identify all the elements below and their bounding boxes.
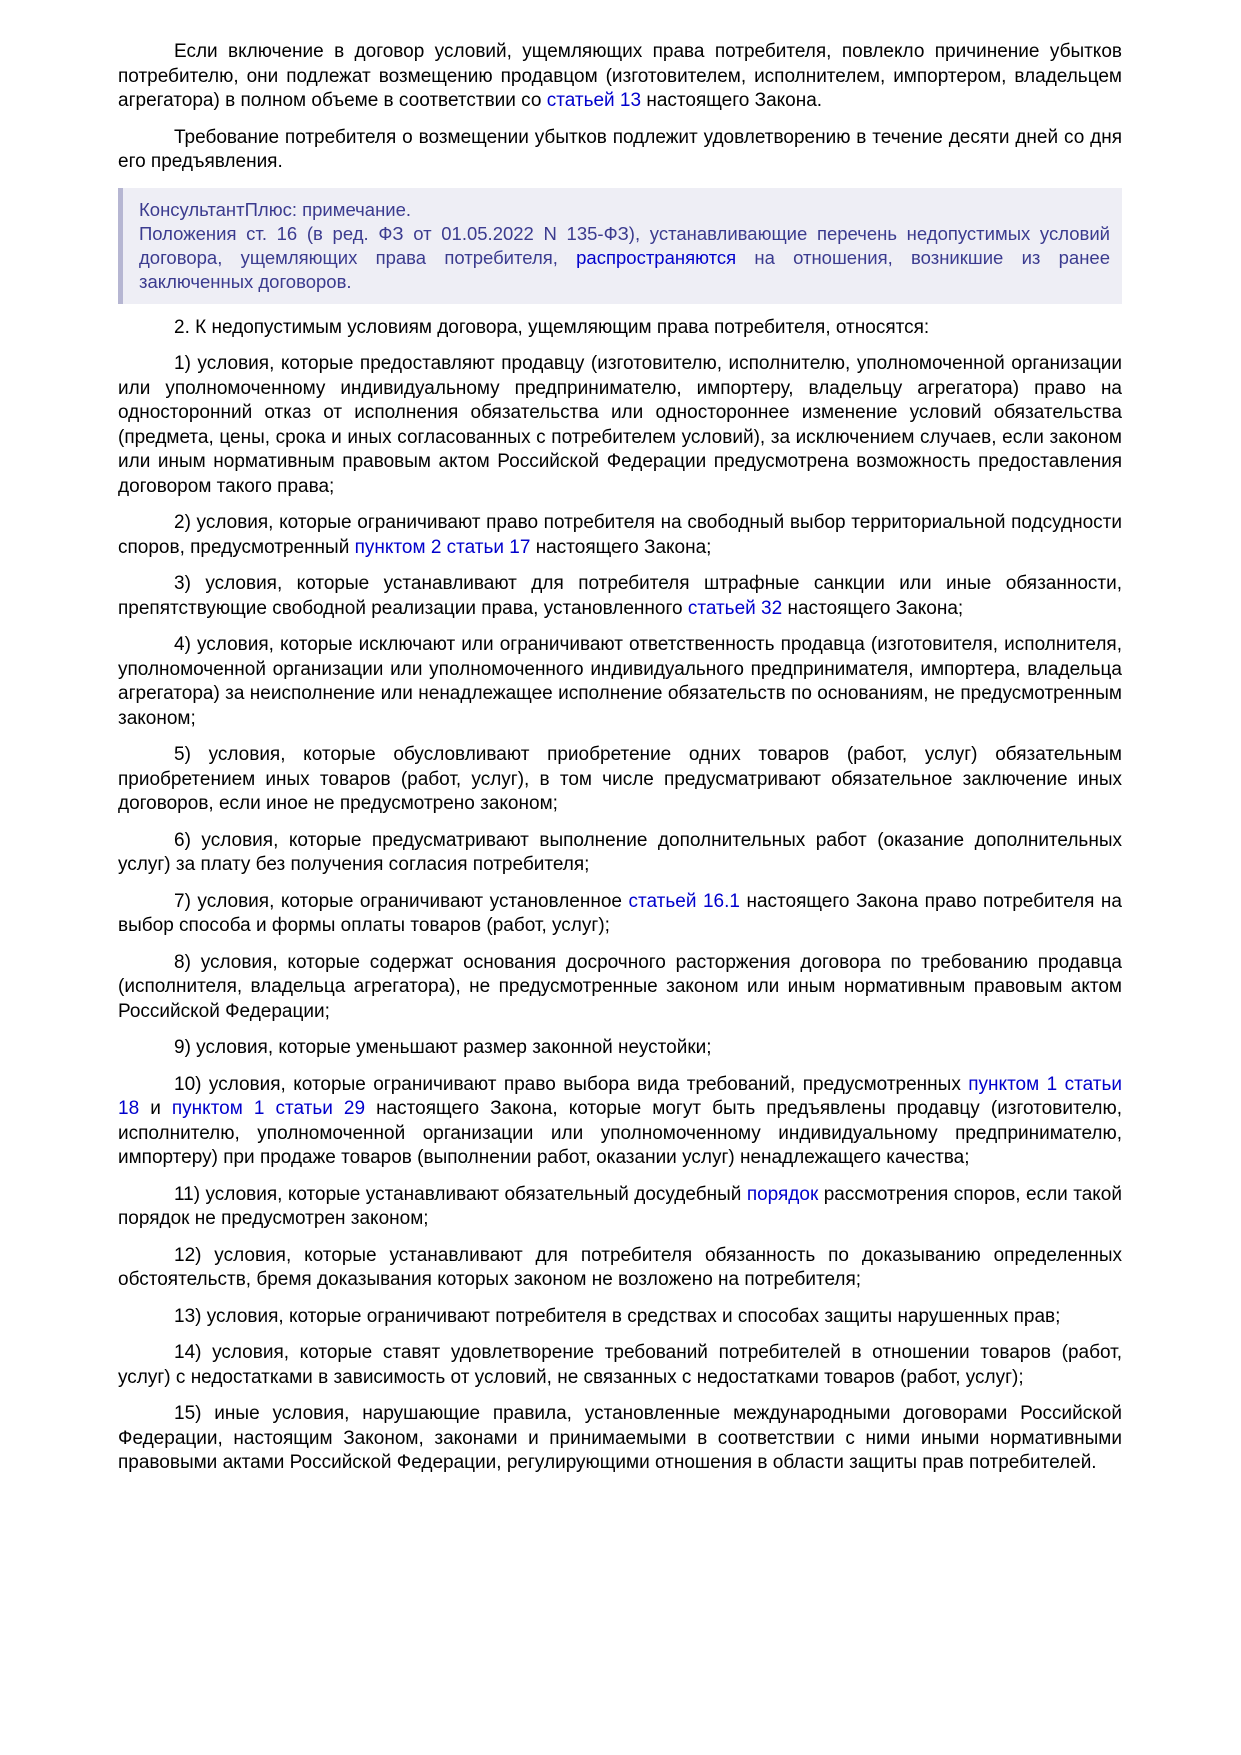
paragraph — [118, 1305, 1122, 1330]
text-run: настоящего Закона; — [530, 536, 712, 558]
text-run: настоящего Закона, которые могут быть предъявлены продавцу (изготовителю, исполнителю, уполномоченной организации или уполномоченному индивидуальному предпринимателю, импортеру) при продаже товаров (выполнении работ, оказании услуг) ненадлежащего качества; — [118, 1098, 1122, 1168]
paragraph — [118, 316, 1122, 341]
paragraph — [118, 951, 1122, 1025]
paragraph — [118, 572, 1122, 621]
text-run: и — [139, 1098, 172, 1119]
text-run: 6) условия, которые предусматривают выполнение дополнительных работ (оказание дополнительных услуг) за плату без получения согласия потребителя; — [118, 829, 1122, 875]
document-page — [118, 40, 1122, 1476]
law-reference-link[interactable]: статьей 16.1 — [628, 890, 740, 912]
text-run: 2. К недопустимым условиям договора, ущемляющим права потребителя, относятся: — [174, 316, 930, 338]
main-section — [118, 316, 1122, 1476]
paragraph — [118, 1036, 1122, 1061]
text-run: 1) условия, которые предоставляют продавцу (изготовителю, исполнителю, уполномоченной организации или уполномоченному индивидуальному предпринимателю, импортеру, владельцу агрегатора) право на односторонний отказ от исполнения обязательства или одностороннее изменение условий обязательства (предмета, цены, срока и иных согласованных с потребителем условий), за исключением случаев, если законом или иным нормативным правовым актом Российской Федерации предусмотрена возможность предоставления договором такого права; — [118, 353, 1122, 497]
paragraph — [118, 511, 1122, 560]
law-reference-link[interactable]: статьей 13 — [546, 90, 642, 111]
law-reference-link[interactable]: пунктом 1 статьи 29 — [171, 1098, 366, 1119]
text-run: 12) условия, которые устанавливают для потребителя обязанность по доказыванию определенных обстоятельств, бремя доказывания которых законом не возложено на потребителя; — [118, 1244, 1122, 1290]
text-run: 10) условия, которые ограничивают право выбора вида требований, предусмотренных — [174, 1073, 969, 1095]
paragraph — [118, 1341, 1122, 1390]
paragraph — [118, 829, 1122, 878]
text-run: 5) условия, которые обусловливают приобретение одних товаров (работ, услуг) обязательным приобретением иных товаров (работ, услуг), в том числе предусматривают обязательное заключение иных договоров, если иное не предусмотрено законом; — [118, 744, 1122, 814]
paragraph — [118, 352, 1122, 499]
text-run: настоящего Закона право потребителя на выбор способа и формы оплаты товаров (работ, услуг); — [118, 890, 1122, 936]
intro-section — [118, 40, 1122, 175]
paragraph — [118, 1073, 1122, 1171]
text-run: 14) условия, которые ставят удовлетворение требований потребителей в отношении товаров (работ, услуг) с недостатками в зависимость от условий, не связанных с недостатками товаров (работ, услуг); — [118, 1342, 1122, 1388]
text-run: рассмотрения споров, если такой порядок не предусмотрен законом; — [118, 1183, 1122, 1229]
text-run: Если включение в договор условий, ущемляющих права потребителя, повлекло причинение убытков потребителю, они подлежат возмещению продавцом (изготовителем, исполнителем, импортером, владельцем агрегатора) в полном объеме в соответствии со — [118, 41, 1122, 111]
text-run: настоящего Закона. — [641, 90, 823, 111]
law-reference-link[interactable]: распространяются — [576, 246, 737, 268]
paragraph — [118, 1244, 1122, 1293]
text-run: 9) условия, которые уменьшают размер законной неустойки; — [174, 1037, 712, 1058]
law-reference-link[interactable]: порядок — [746, 1183, 819, 1205]
paragraph — [118, 743, 1122, 817]
text-run: 15) иные условия, нарушающие правила, установленные международными договорами Российской Федерации, настоящим Законом, законами и принимаемыми в соответствии с ними иными нормативными правовыми актами Российской Федерации, регулирующими отношения в области защиты прав потребителей. — [118, 1403, 1122, 1473]
law-reference-link[interactable]: пунктом 1 статьи 18 — [118, 1073, 1122, 1119]
law-reference-link[interactable]: статьей 32 — [687, 597, 783, 619]
text-run: настоящего Закона; — [782, 597, 964, 619]
paragraph — [118, 126, 1122, 175]
note-title: КонсультантПлюс: примечание. — [139, 198, 412, 220]
paragraph — [118, 633, 1122, 731]
note-body — [139, 222, 1110, 294]
text-run: 7) условия, которые ограничивают установленное — [174, 890, 629, 912]
paragraph — [118, 1183, 1122, 1232]
text-run: 4) условия, которые исключают или ограничивают ответственность продавца (изготовителя, исполнителя, уполномоченной организации или уполномоченного индивидуального предпринимателя, импортера, владельца агрегатора) за неисполнение или ненадлежащее исполнение обязательств по основаниям, не предусмотренным законом; — [118, 634, 1122, 729]
text-run: 11) условия, которые устанавливают обязательный досудебный — [174, 1183, 747, 1205]
consultant-note — [118, 188, 1122, 304]
text-run: 3) условия, которые устанавливают для потребителя штрафные санкции или иные обязанности, препятствующие свободной реализации права, установленного — [118, 573, 1122, 619]
text-run: на отношения, возникшие из ранее заключенных договоров. — [139, 246, 1110, 292]
paragraph — [118, 40, 1122, 114]
paragraph — [118, 890, 1122, 939]
text-run: 13) условия, которые ограничивают потребителя в средствах и способах защиты нарушенных прав; — [174, 1305, 1061, 1327]
text-run: Требование потребителя о возмещении убытков подлежит удовлетворению в течение десяти дней со дня его предъявления. — [118, 126, 1122, 172]
paragraph — [118, 1402, 1122, 1476]
text-run: 8) условия, которые содержат основания досрочного расторжения договора по требованию продавца (исполнителя, владельца агрегатора), не предусмотренные законом или иным нормативным правовым актом Российской Федерации; — [118, 951, 1122, 1022]
text-run: Положения ст. 16 (в ред. ФЗ от 01.05.2022 N 135-ФЗ), устанавливающие перечень недопустимых условий договора, ущемляющих права потребителя, — [139, 222, 1110, 268]
text-run: 2) условия, которые ограничивают право потребителя на свободный выбор территориальной подсудности споров, предусмотренный — [118, 512, 1122, 558]
law-reference-link[interactable]: пунктом 2 статьи 17 — [354, 536, 531, 558]
